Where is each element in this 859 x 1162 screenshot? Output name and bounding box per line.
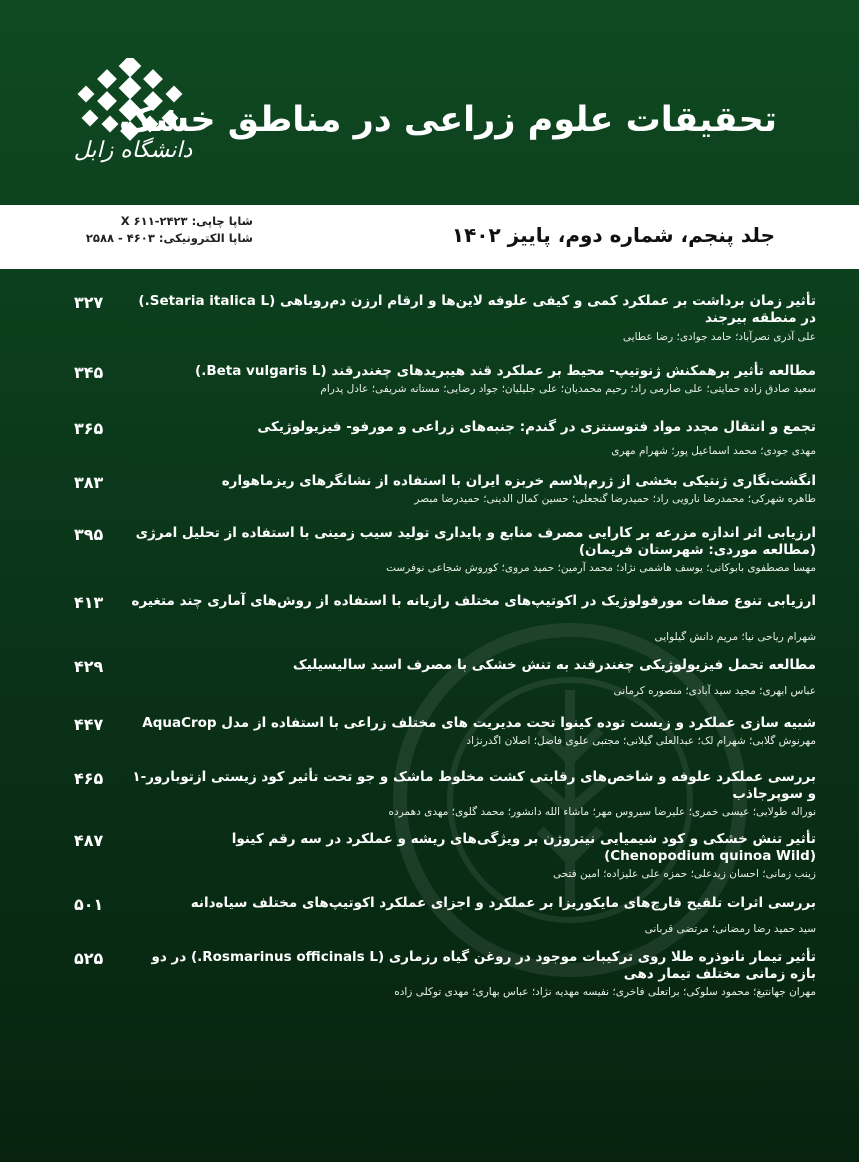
volume-issue: جلد پنجم، شماره دوم، پاییز ۱۴۰۲ xyxy=(451,223,775,247)
issn-print: شاپا چاپی: X ۶۱۱-۲۴۲۳ xyxy=(120,214,253,228)
toc-page-number: ۳۶۵ xyxy=(74,419,104,438)
toc-page-number: ۴۱۳ xyxy=(74,593,104,612)
table-of-contents xyxy=(0,285,859,1155)
toc-article-title: ارزیابی اثر اندازه مزرعه بر کارایی مصرف منابع و پایداری تولید سیب زمینی با استفاده از تحلیل امرژی (مطالعه موردی: شهرستان فریمان) xyxy=(135,525,816,558)
toc-authors: نوراله طولابی؛ عیسی خمری؛ علیرضا سیروس مهر؛ ماشاء الله دانشور؛ محمد گلوی؛ مهدی دهمرده xyxy=(388,806,816,818)
university-logo-text: دانشگاه زابل xyxy=(73,138,193,163)
toc-article-title: شبیه سازی عملکرد و زیست توده کینوا تحت مدیریت های مختلف زراعی با استفاده از مدل AquaCrop xyxy=(142,715,816,731)
toc-authors: علی آذری نصرآباد؛ حامد جوادی؛ رضا عطایی xyxy=(622,331,816,343)
cover-header xyxy=(0,0,859,205)
toc-article-title: تأثیر تنش خشکی و کود شیمیایی نیتروژن بر ویژگی‌های ریشه و عملکرد در سه رقم کینوا (Chenopodium quinoa Wild) xyxy=(231,831,816,864)
toc-article-title: تأثیر تیمار نانوذره طلا روی ترکیبات موجود در روغن گیاه رزماری (Rosmarinus officinals L.) در دو بازه زمانی مختلف تیمار دهی xyxy=(151,949,816,982)
toc-page-number: ۳۸۳ xyxy=(74,473,104,492)
toc-authors: شهرام ریاحی نیا؛ مریم دانش گیلوایی xyxy=(654,631,816,643)
toc-article-title: تجمع و انتقال مجدد مواد فتوسنتزی در گندم: جنبه‌های زراعی و مورفو- فیزیولوژیکی xyxy=(257,419,816,435)
toc-article-title: بررسی اثرات تلقیح قارچ‌های مایکوریزا بر عملکرد و اجزای عملکرد اکوتیپ‌های مختلف سیاه‌دانه xyxy=(190,895,816,911)
toc-page-number: ۳۴۵ xyxy=(74,363,104,382)
toc-article-title: مطالعه تحمل فیزیولوژیکی چغندرقند به تنش خشکی با مصرف اسید سالیسیلیک xyxy=(292,657,816,673)
toc-authors: عباس ابهری؛ مجید سید آبادی؛ منصوره کرمانی xyxy=(613,685,816,697)
toc-article-title: انگشت‌نگاری ژنتیکی بخشی از ژرم‌پلاسم خربزه ایران با استفاده از نشانگرهای ریزماهواره xyxy=(221,473,816,489)
toc-page-number: ۳۲۷ xyxy=(74,293,104,312)
journal-title: تحقیقات علوم زراعی در مناطق خشک xyxy=(118,100,777,140)
issn-block xyxy=(78,213,253,247)
toc-authors: زینب زمانی؛ احسان زیدعلی؛ حمزه علی علیزاده؛ امین فتحی xyxy=(552,868,816,880)
toc-article-title: ارزیابی تنوع صفات مورفولوژیک در اکوتیپ‌های مختلف رازیانه با استفاده از روش‌های آماری چند متغیره xyxy=(131,593,816,609)
toc-authors: مهرنوش گلابی؛ شهرام لک؛ عبدالعلی گیلانی؛ مجتبی علوی فاضل؛ اصلان اگدرنژاد xyxy=(466,735,816,747)
toc-article-title: مطالعه تأثیر برهمکنش ژنوتیپ- محیط بر عملکرد قند هیبریدهای چغندرقند (Beta vulgaris L.) xyxy=(195,363,816,379)
toc-page-number: ۴۶۵ xyxy=(74,769,104,788)
toc-article-title: بررسی عملکرد علوفه و شاخص‌های رقابتی کشت مخلوط ماشک و جو تحت تأثیر کود زیستی ازتوبارور-۱ و سوپرجاذب xyxy=(132,769,816,802)
toc-page-number: ۴۸۷ xyxy=(74,831,104,850)
issn-online: شاپا الکترونیکی: ۴۶۰۳ - ۲۵۸۸ xyxy=(85,231,253,245)
toc-page-number: ۴۲۹ xyxy=(74,657,104,676)
toc-authors: مهران جهانتیغ؛ محمود سلوکی؛ براتعلی فاخری؛ نفیسه مهدیه نژاد؛ عباس بهاری؛ مهدی توکلی زاده xyxy=(394,986,816,998)
toc-authors: مهسا مصطفوی بابوکانی؛ یوسف هاشمی نژاد؛ محمد آرمین؛ حمید مروی؛ کوروش شجاعی نوفرست xyxy=(386,562,816,574)
issue-band xyxy=(0,205,859,269)
toc-page-number: ۵۲۵ xyxy=(74,949,104,968)
toc-authors: سعید صادق زاده حمایتی؛ علی صارمی راد؛ رحیم محمدیان؛ علی جلیلیان؛ جواد رضایی؛ مستانه شریفی؛ عادل پدرام xyxy=(320,383,816,395)
toc-authors: سید حمید رضا رمضانی؛ مرتضی قربانی xyxy=(644,923,816,935)
toc-authors: مهدی جودی؛ محمد اسماعیل پور؛ شهرام مهری xyxy=(611,445,816,457)
toc-article-title: تأثیر زمان برداشت بر عملکرد کمی و کیفی علوفه لاین‌ها و ارقام ارزن دم‌روباهی (Setaria italica L.) در منطقه بیرجند xyxy=(138,293,816,326)
toc-authors: طاهره شهرکی؛ محمدرضا نارویی راد؛ حمیدرضا گنجعلی؛ حسین کمال الدینی؛ حمیدرضا مبصر xyxy=(414,493,816,505)
toc-page-number: ۳۹۵ xyxy=(74,525,104,544)
toc-page-number: ۵۰۱ xyxy=(74,895,104,914)
toc-page-number: ۴۴۷ xyxy=(74,715,104,734)
